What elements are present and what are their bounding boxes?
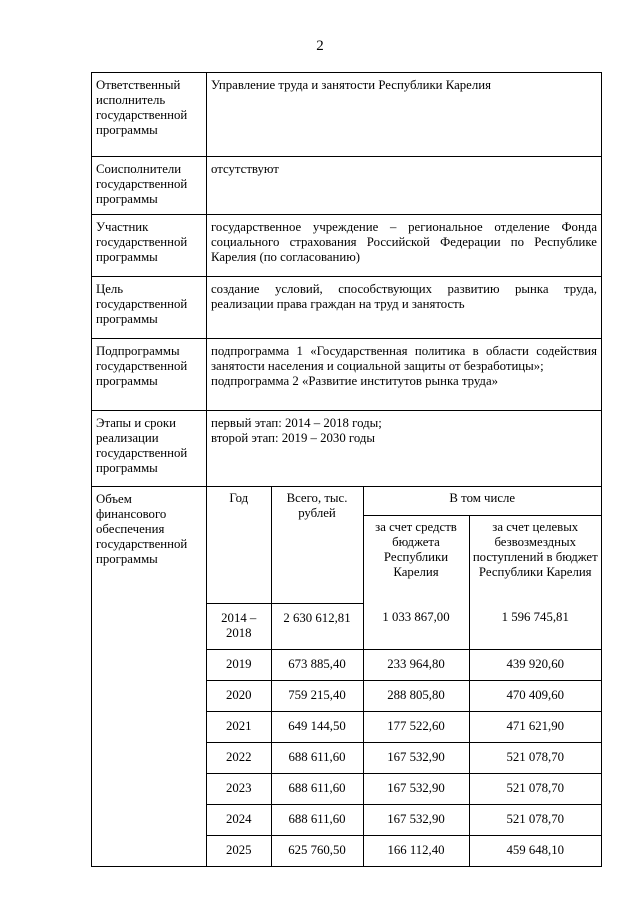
cell-total: 2 630 612,81: [271, 603, 363, 649]
cell-budget: 167 532,90: [363, 742, 469, 773]
cell-total: 625 760,50: [271, 835, 363, 866]
cell-year: 2019: [207, 649, 271, 680]
cell-total: 688 611,60: [271, 742, 363, 773]
cell-budget: 288 805,80: [363, 680, 469, 711]
table-row: [207, 680, 601, 711]
row-value: государственное учреждение – региональное отделение Фонда социального страхования Российской Федерации по Республике Карелия (по согласованию): [207, 215, 602, 277]
header-targeted: за счет целевых безвозмездных поступлений в бюджет Республики Карелия: [469, 515, 601, 603]
finance-cell: [207, 487, 602, 867]
cell-targeted: 439 920,60: [469, 649, 601, 680]
row-label: Этапы и сроки реализации государственной программы: [92, 411, 207, 487]
row-value: создание условий, способствующих развитию рынка труда, реализации права граждан на труд и занятость: [207, 277, 602, 339]
cell-year: 2023: [207, 773, 271, 804]
cell-budget: 233 964,80: [363, 649, 469, 680]
cell-targeted: 471 621,90: [469, 711, 601, 742]
passport-row-participant: [92, 215, 602, 277]
cell-targeted: 470 409,60: [469, 680, 601, 711]
row-label: Цель государственной программы: [92, 277, 207, 339]
cell-total: 673 885,40: [271, 649, 363, 680]
cell-year: 2025: [207, 835, 271, 866]
row-value: подпрограмма 1 «Государственная политика в области содействия занятости населения и социальной защиты от безработицы»; подпрограмма 2 «Развитие институтов рынка труда»: [207, 339, 602, 411]
page-number: 2: [316, 38, 324, 54]
table-row: [207, 804, 601, 835]
cell-year: 2022: [207, 742, 271, 773]
table-row: [207, 835, 601, 866]
passport-row-coexecutors: [92, 157, 602, 215]
header-budget: за счет средств бюджета Республики Карелия: [363, 515, 469, 603]
cell-targeted: 1 596 745,81: [469, 603, 601, 649]
header-total: Всего, тыс. рублей: [271, 487, 363, 603]
header-including: В том числе: [363, 487, 601, 515]
table-row: [207, 603, 601, 649]
row-value: первый этап: 2014 – 2018 годы; второй этап: 2019 – 2030 годы: [207, 411, 602, 487]
row-label: Объем финансового обеспечения государственной программы: [92, 487, 207, 867]
passport-row-responsible: [92, 73, 602, 157]
table-row: [207, 773, 601, 804]
row-label: Соисполнители государственной программы: [92, 157, 207, 215]
passport-row-goal: [92, 277, 602, 339]
passport-row-stages: [92, 411, 602, 487]
table-row: [207, 649, 601, 680]
row-value: Управление труда и занятости Республики Карелия: [207, 73, 602, 157]
passport-row-finance: [92, 487, 602, 867]
cell-year: 2021: [207, 711, 271, 742]
table-row: [207, 711, 601, 742]
cell-targeted: 459 648,10: [469, 835, 601, 866]
header-year: Год: [207, 487, 271, 603]
cell-year: 2020: [207, 680, 271, 711]
passport-row-subprograms: [92, 339, 602, 411]
cell-budget: 166 112,40: [363, 835, 469, 866]
cell-year: 2024: [207, 804, 271, 835]
table-row: [207, 742, 601, 773]
cell-targeted: 521 078,70: [469, 804, 601, 835]
cell-budget: 167 532,90: [363, 773, 469, 804]
cell-year: 2014 – 2018: [207, 603, 271, 649]
cell-budget: 1 033 867,00: [363, 603, 469, 649]
finance-table: [207, 487, 601, 866]
cell-targeted: 521 078,70: [469, 773, 601, 804]
cell-total: 649 144,50: [271, 711, 363, 742]
cell-total: 688 611,60: [271, 773, 363, 804]
cell-budget: 177 522,60: [363, 711, 469, 742]
program-passport-table: [91, 72, 602, 867]
row-label: Участник государственной программы: [92, 215, 207, 277]
cell-total: 688 611,60: [271, 804, 363, 835]
row-value: отсутствуют: [207, 157, 602, 215]
cell-total: 759 215,40: [271, 680, 363, 711]
cell-budget: 167 532,90: [363, 804, 469, 835]
row-label: Ответственный исполнитель государственной программы: [92, 73, 207, 157]
cell-targeted: 521 078,70: [469, 742, 601, 773]
row-label: Подпрограммы государственной программы: [92, 339, 207, 411]
